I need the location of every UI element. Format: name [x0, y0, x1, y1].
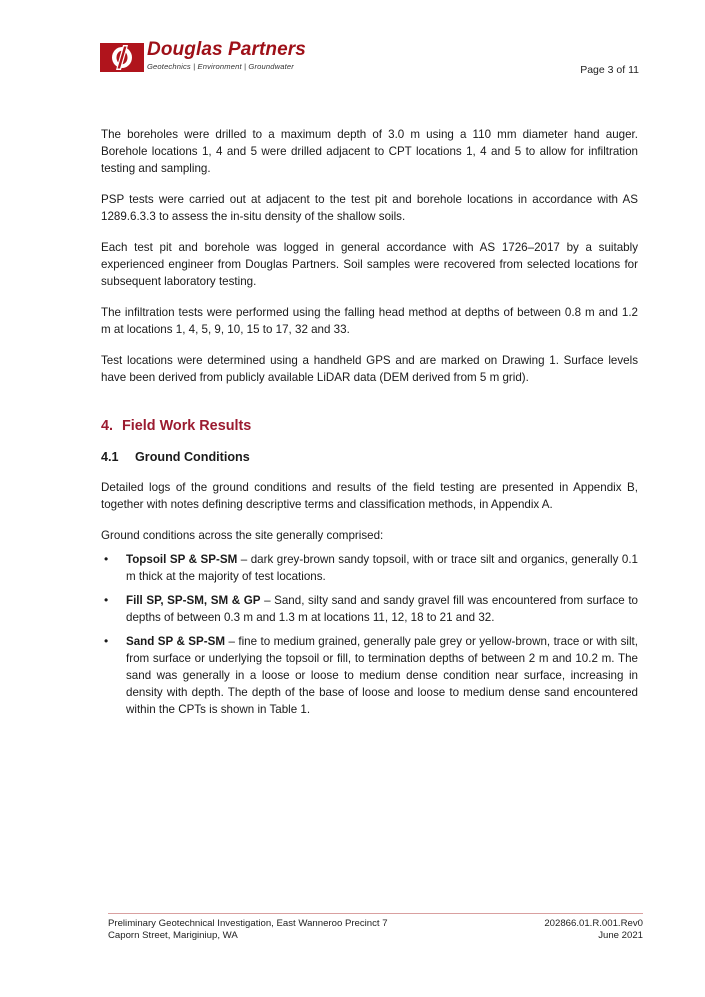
section-title: Field Work Results — [122, 418, 252, 434]
footer-reference — [544, 918, 643, 942]
section-heading — [101, 416, 638, 436]
footer-project — [108, 918, 388, 942]
logo-mark-icon — [100, 43, 144, 72]
bullet-text: – fine to medium grained, generally pale grey or yellow-brown, trace or with silt, from surface or underlying the topsoil or fill, to termination depths of between 2 m and 10.2 m. The sand was generally in a loose or loose to medium dense condition near surface, increasing in density with depth. The depth of the base of loose and loose to medium dense sand encountered within the CPTs is shown in Table 1. — [126, 635, 638, 716]
footer-report-number: 202866.01.R.001.Rev0 — [544, 918, 643, 929]
list-item — [101, 592, 638, 626]
footer-divider — [108, 913, 643, 914]
paragraph-boreholes: The boreholes were drilled to a maximum depth of 3.0 m using a 110 mm diameter hand auger. Borehole locations 1, 4 and 5 were drilled adjacent to CPT locations 1, 4 and 5 to allow for infiltration testing and sampling. — [101, 128, 638, 175]
paragraph-psp-tests: PSP tests were carried out at adjacent to the test pit and borehole locations in accordance with AS 1289.6.3.3 to assess the in-situ density of the shallow soils. — [101, 193, 638, 223]
footer-report-date: June 2021 — [598, 930, 643, 941]
subsection-number: 4.1 — [101, 450, 119, 464]
bullet-term: Sand SP & SP-SM — [126, 635, 226, 648]
paragraph-test-locations: Test locations were determined using a handheld GPS and are marked on Drawing 1. Surface levels have been derived from publicly available LiDAR data (DEM derived from 5 m grid). — [101, 354, 638, 384]
body-content — [101, 126, 638, 725]
bullet-term: Fill SP, SP-SM, SM & GP — [126, 594, 261, 607]
bullet-icon: • — [104, 593, 109, 607]
paragraph-logs-appendix: Detailed logs of the ground conditions and results of the field testing are presented in Appendix B, together with notes defining descriptive terms and classification methods, in Appendix A. — [101, 481, 638, 511]
paragraph-ground-intro: Ground conditions across the site generally comprised: — [101, 529, 384, 542]
section-number: 4. — [101, 418, 114, 434]
bullet-text: – dark grey-brown sandy topsoil, with or trace silt and organics, generally 0.1 m thick at the majority of test locations. — [126, 553, 638, 583]
paragraph-infiltration: The infiltration tests were performed using the falling head method at depths of between 0.8 m and 1.2 m at locations 1, 4, 5, 9, 10, 15 to 17, 32 and 33. — [101, 306, 638, 336]
company-tagline: Geotechnics | Environment | Groundwater — [147, 62, 294, 71]
subsection-heading — [101, 448, 638, 466]
footer-project-address: Caporn Street, Mariginiup, WA — [108, 930, 238, 941]
bullet-term: Topsoil SP & SP-SM — [126, 553, 238, 566]
company-logo — [100, 41, 340, 75]
page-number: Page 3 of 11 — [580, 64, 639, 76]
list-item — [101, 633, 638, 718]
paragraph-logging: Each test pit and borehole was logged in general accordance with AS 1726–2017 by a suitably experienced engineer from Douglas Partners. Soil samples were recovered from selected locations for subsequent laboratory testing. — [101, 241, 638, 288]
bullet-icon: • — [104, 634, 109, 648]
bullet-icon: • — [104, 552, 109, 566]
subsection-title: Ground Conditions — [135, 450, 250, 464]
footer-project-title: Preliminary Geotechnical Investigation, East Wanneroo Precinct 7 — [108, 918, 388, 929]
bullet-text: – Sand, silty sand and sandy gravel fill was encountered from surface to depths of between 0.3 m and 1.3 m at locations 11, 12, 18 to 21 and 32. — [126, 594, 638, 624]
ground-conditions-list — [101, 551, 638, 718]
company-name: Douglas Partners — [147, 39, 306, 60]
list-item — [101, 551, 638, 585]
